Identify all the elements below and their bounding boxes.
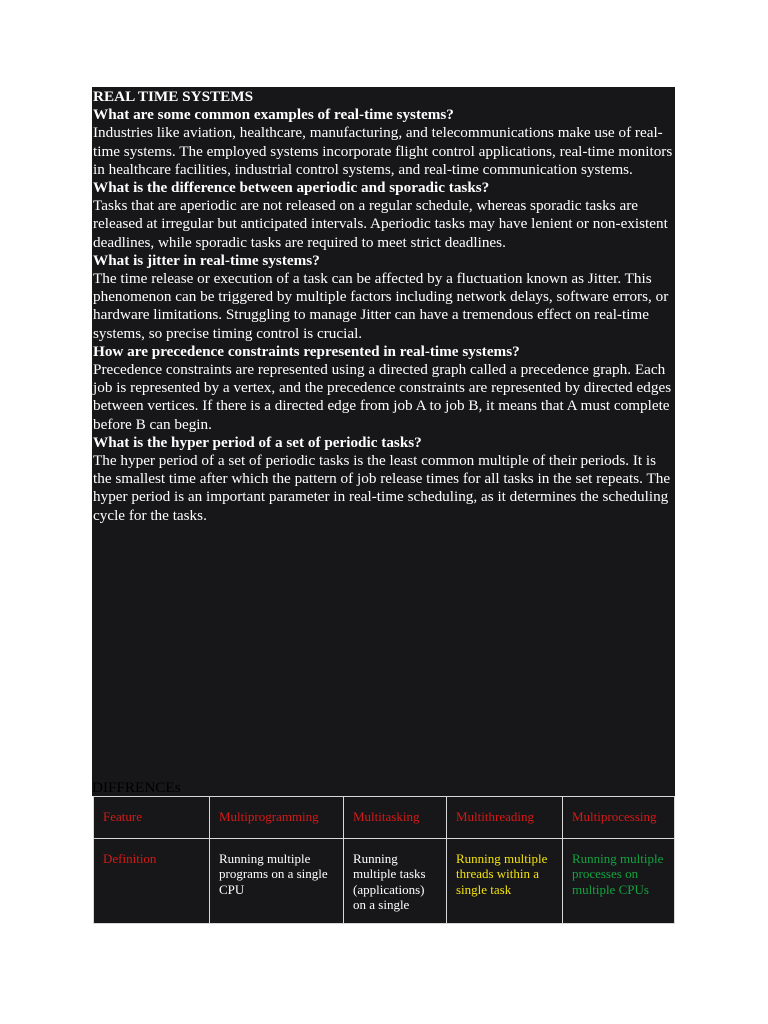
answer-4: Precedence constraints are represented using a directed graph called a precedence graph. Each job is represented by a vertex, and the precedence constraints are represented by directed edges between vertices. If there is a directed edge from job A to job B, it means that A must complete before B can begin. [93,361,672,433]
row-cell-multithreading: Running multiple threads within a single task [447,839,563,924]
question-5: What is the hyper period of a set of periodic tasks? [93,433,422,451]
question-4: How are precedence constraints represented in real-time systems? [93,342,520,360]
row-cell-definition-label: Definition [94,839,210,924]
differences-table [93,796,675,924]
document-title: REAL TIME SYSTEMS [93,88,254,105]
table-header-row [94,797,675,839]
header-cell-multithreading: Multithreading [447,797,563,839]
answer-5: The hyper period of a set of periodic tasks is the least common multiple of their periods. It is the smallest time after which the pattern of job release times for all tasks in the set repeats. The hyper period is an important parameter in real-time scheduling, as it determines the scheduling cycle for the tasks. [93,452,671,524]
differences-heading: DIFFRENCEs [92,779,181,796]
answer-2: Tasks that are aperiodic are not released on a regular schedule, whereas sporadic tasks are released at irregular but anticipated intervals. Aperiodic tasks may have lenient or non-existent deadlines, while sporadic tasks are required to meet strict deadlines. [93,197,668,251]
header-cell-feature: Feature [94,797,210,839]
question-2: What is the difference between aperiodic and sporadic tasks? [93,179,490,197]
row-cell-multiprogramming: Running multiple programs on a single CPU [210,839,344,924]
question-1: What are some common examples of real-time systems? [93,106,454,124]
table-row [94,839,675,924]
row-cell-multitasking: Running multiple tasks (applications) on a single [344,839,447,924]
answer-3: The time release or execution of a task can be affected by a fluctuation known as Jitter. This phenomenon can be triggered by multiple factors including network delays, software errors, or hardware limitations. Struggling to manage Jitter can have a tremendous effect on real-time systems, so precise timing control is crucial. [93,270,669,342]
row-cell-multiprocessing: Running multiple processes on multiple CPUs [563,839,675,924]
header-cell-multiprogramming: Multiprogramming [210,797,344,839]
answer-1: Industries like aviation, healthcare, manufacturing, and telecommunications make use of real-time systems. The employed systems incorporate flight control applications, real-time monitors in healthcare facilities, industrial control systems, and real-time communication systems. [93,124,673,178]
header-cell-multitasking: Multitasking [344,797,447,839]
question-3: What is jitter in real-time systems? [93,251,320,269]
qa-section [93,88,677,525]
header-cell-multiprocessing: Multiprocessing [563,797,675,839]
